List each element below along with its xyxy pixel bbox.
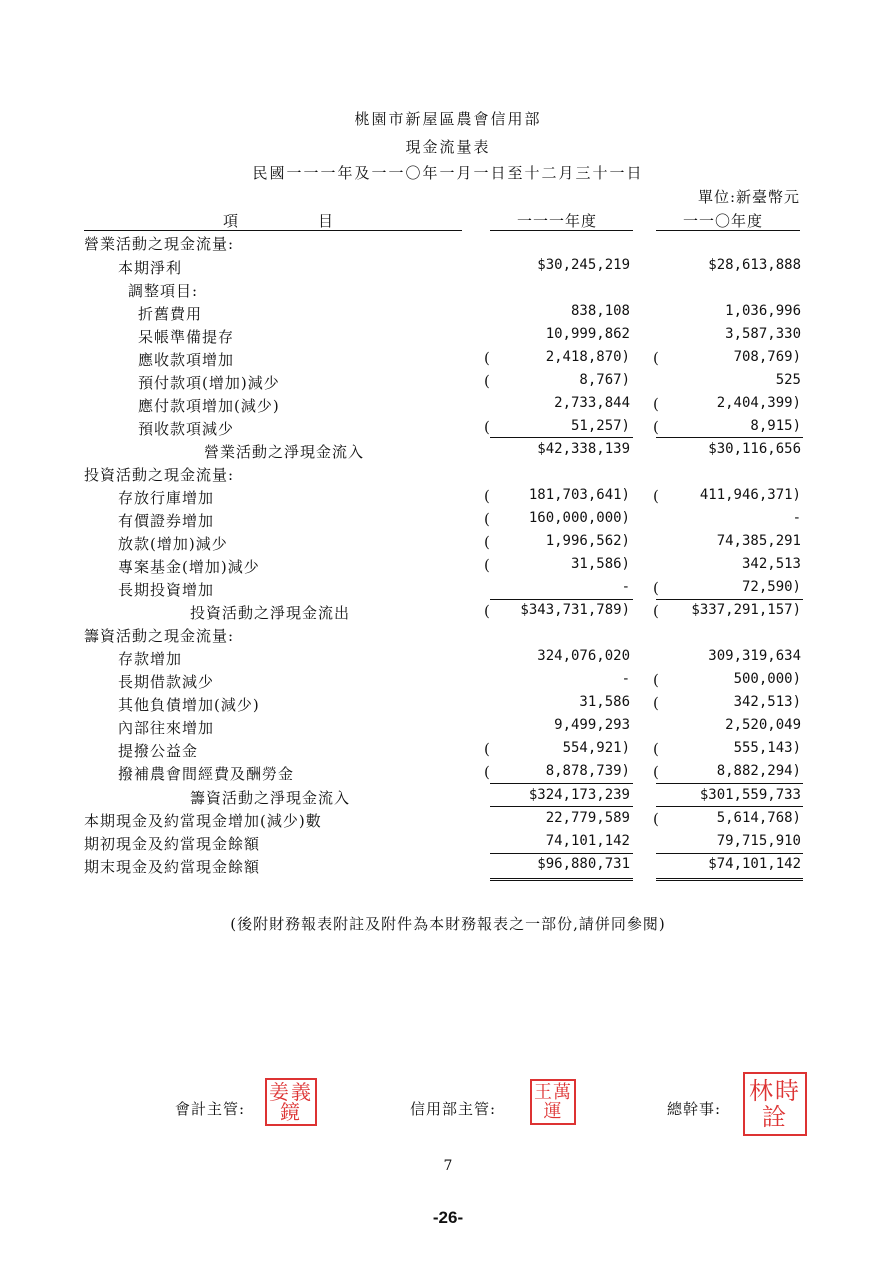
value-110: 2,520,049 — [725, 717, 801, 733]
value-111: 324,076,020 — [537, 648, 630, 664]
row-label: 提撥公益金 — [118, 742, 199, 760]
row-label: 專案基金(增加)減少 — [118, 558, 260, 576]
row-label: 長期投資增加 — [118, 581, 215, 599]
value-110: 3,587,330 — [725, 326, 801, 342]
value-110: 411,946,371) — [699, 487, 801, 503]
row-label: 內部往來增加 — [118, 719, 215, 737]
table-row — [0, 349, 896, 372]
accounting-seal — [265, 1078, 317, 1126]
table-row — [0, 810, 896, 833]
table-row — [0, 257, 896, 280]
subtotal-rule — [490, 806, 633, 807]
row-label: 本期現金及約當現金增加(減少)數 — [84, 812, 322, 830]
row-label: 其他負債增加(減少) — [118, 696, 260, 714]
value-110: 1,036,996 — [725, 303, 801, 319]
value-111: 160,000,000) — [528, 510, 630, 526]
value-111: 2,733,844 — [554, 395, 630, 411]
credit-seal — [530, 1079, 576, 1125]
col-item-label-2: 目 — [318, 212, 335, 230]
row-label: 調整項目: — [128, 282, 199, 300]
table-row — [0, 326, 896, 349]
row-label: 撥補農會間經費及酬勞金 — [118, 765, 295, 783]
paren-110: ( — [653, 763, 659, 781]
value-110: 2,404,399) — [716, 395, 801, 411]
table-row — [0, 303, 896, 326]
paren-110: ( — [653, 395, 659, 413]
org-title: 桃園市新屋區農會信用部 — [354, 110, 542, 128]
value-110: 342,513 — [741, 556, 801, 572]
table-row — [0, 625, 896, 648]
row-label: 預收款項減少 — [138, 420, 235, 438]
subtotal-rule — [490, 599, 633, 600]
table-row — [0, 372, 896, 395]
value-110: $30,116,656 — [708, 441, 801, 457]
value-111: 31,586 — [579, 694, 630, 710]
subtotal-rule — [490, 437, 633, 438]
seal-text: 姜義鏡 — [269, 1080, 313, 1124]
currency-unit: 單位:新臺幣元 — [697, 188, 800, 206]
grand-total-rule — [490, 878, 633, 881]
row-label: 存放行庫增加 — [118, 489, 215, 507]
header-rule-item — [84, 230, 462, 231]
col-item-label-1: 項 — [223, 212, 240, 230]
row-label: 放款(增加)減少 — [118, 535, 228, 553]
value-111: $96,880,731 — [537, 856, 630, 872]
footnote: (後附財務報表附註及附件為本財務報表之一部份,請併同參閱) — [230, 915, 666, 933]
paren-111: ( — [484, 418, 490, 436]
table-row — [0, 648, 896, 671]
paren-110: ( — [653, 671, 659, 689]
header-rule-year1 — [490, 230, 633, 231]
value-110: $301,559,733 — [699, 787, 801, 803]
value-111: $343,731,789) — [520, 602, 630, 618]
value-110: 555,143) — [733, 740, 801, 756]
paren-110: ( — [653, 602, 659, 620]
value-111: 838,108 — [570, 303, 630, 319]
value-110: $337,291,157) — [691, 602, 801, 618]
paren-111: ( — [484, 602, 490, 620]
value-110: 309,319,634 — [708, 648, 801, 664]
table-row — [0, 487, 896, 510]
row-label: 投資活動之現金流量: — [84, 466, 235, 484]
value-110: 708,769) — [733, 349, 801, 365]
general-manager-seal — [743, 1072, 807, 1136]
header-rule-year2 — [656, 230, 800, 231]
paren-111: ( — [484, 763, 490, 781]
paren-111: ( — [484, 349, 490, 367]
value-110: 525 — [775, 372, 801, 388]
report-period: 民國一一一年及一一〇年一月一日至十二月三十一日 — [252, 164, 644, 182]
table-row — [0, 740, 896, 763]
table-row — [0, 556, 896, 579]
row-label: 應收款項增加 — [138, 351, 235, 369]
table-row — [0, 510, 896, 533]
subtotal-rule — [656, 853, 803, 854]
seal-text: 王萬運 — [534, 1082, 572, 1122]
value-111: 9,499,293 — [554, 717, 630, 733]
value-110: 8,882,294) — [716, 763, 801, 779]
row-label: 期末現金及約當現金餘額 — [84, 858, 261, 876]
row-label: 籌資活動之現金流量: — [84, 627, 235, 645]
row-label: 預付款項(增加)減少 — [138, 374, 280, 392]
value-111: 74,101,142 — [545, 833, 630, 849]
value-110: 8,915) — [750, 418, 801, 434]
subtotal-rule — [656, 437, 803, 438]
subtotal-rule — [656, 783, 803, 784]
paren-110: ( — [653, 740, 659, 758]
table-row — [0, 856, 896, 879]
row-label: 本期淨利 — [118, 259, 183, 277]
value-111: 1,996,562) — [545, 533, 630, 549]
table-row — [0, 671, 896, 694]
value-110: 500,000) — [733, 671, 801, 687]
page-number: 7 — [443, 1158, 453, 1174]
value-111: $42,338,139 — [537, 441, 630, 457]
value-111: 51,257) — [570, 418, 630, 434]
value-110: 79,715,910 — [716, 833, 801, 849]
credit-supervisor-label: 信用部主管: — [410, 1100, 497, 1118]
col-year-111: 一一一年度 — [517, 212, 598, 230]
table-row — [0, 602, 896, 625]
value-111: 8,767) — [579, 372, 630, 388]
paren-111: ( — [484, 510, 490, 528]
row-label: 期初現金及約當現金餘額 — [84, 835, 261, 853]
seal-text: 林時詮 — [749, 1077, 801, 1131]
table-row — [0, 233, 896, 256]
document-page-number: -26- — [432, 1208, 464, 1227]
paren-111: ( — [484, 556, 490, 574]
general-manager-label: 總幹事: — [667, 1100, 722, 1118]
col-year-110: 一一〇年度 — [683, 212, 764, 230]
paren-110: ( — [653, 694, 659, 712]
value-111: $324,173,239 — [528, 787, 630, 803]
paren-111: ( — [484, 372, 490, 390]
row-label: 有價證券增加 — [118, 512, 215, 530]
value-111: 554,921) — [562, 740, 630, 756]
paren-110: ( — [653, 810, 659, 828]
row-label: 呆帳準備提存 — [138, 328, 235, 346]
table-row — [0, 533, 896, 556]
row-label: 應付款項增加(減少) — [138, 397, 280, 415]
row-label: 長期借款減少 — [118, 673, 215, 691]
grand-total-rule — [656, 878, 803, 881]
paren-110: ( — [653, 349, 659, 367]
paren-110: ( — [653, 579, 659, 597]
report-title: 現金流量表 — [405, 138, 491, 156]
row-label: 營業活動之現金流量: — [84, 235, 235, 253]
value-111: 31,586) — [570, 556, 630, 572]
paren-110: ( — [653, 418, 659, 436]
subtotal-rule — [490, 783, 633, 784]
row-label: 籌資活動之淨現金流入 — [190, 789, 351, 807]
row-label: 存款增加 — [118, 650, 183, 668]
accounting-supervisor-label: 會計主管: — [175, 1100, 246, 1118]
subtotal-rule — [656, 599, 803, 600]
value-111: 10,999,862 — [545, 326, 630, 342]
value-110: $28,613,888 — [708, 257, 801, 273]
paren-111: ( — [484, 487, 490, 505]
value-110: 72,590) — [741, 579, 801, 595]
value-110: 74,385,291 — [716, 533, 801, 549]
row-label: 折舊費用 — [138, 305, 203, 323]
table-row — [0, 280, 896, 303]
value-111: 2,418,870) — [545, 349, 630, 365]
value-110: - — [792, 510, 801, 526]
paren-110: ( — [653, 487, 659, 505]
paren-111: ( — [484, 533, 490, 551]
value-111: 22,779,589 — [545, 810, 630, 826]
value-110: 342,513) — [733, 694, 801, 710]
value-110: $74,101,142 — [708, 856, 801, 872]
value-110: 5,614,768) — [716, 810, 801, 826]
table-row — [0, 395, 896, 418]
value-111: - — [621, 671, 630, 687]
value-111: $30,245,219 — [537, 257, 630, 273]
table-row — [0, 464, 896, 487]
table-row — [0, 441, 896, 464]
table-row — [0, 717, 896, 740]
value-111: - — [621, 579, 630, 595]
value-111: 181,703,641) — [528, 487, 630, 503]
value-111: 8,878,739) — [545, 763, 630, 779]
row-label: 投資活動之淨現金流出 — [190, 604, 351, 622]
subtotal-rule — [490, 853, 633, 854]
table-row — [0, 694, 896, 717]
paren-111: ( — [484, 740, 490, 758]
subtotal-rule — [656, 806, 803, 807]
row-label: 營業活動之淨現金流入 — [204, 443, 365, 461]
